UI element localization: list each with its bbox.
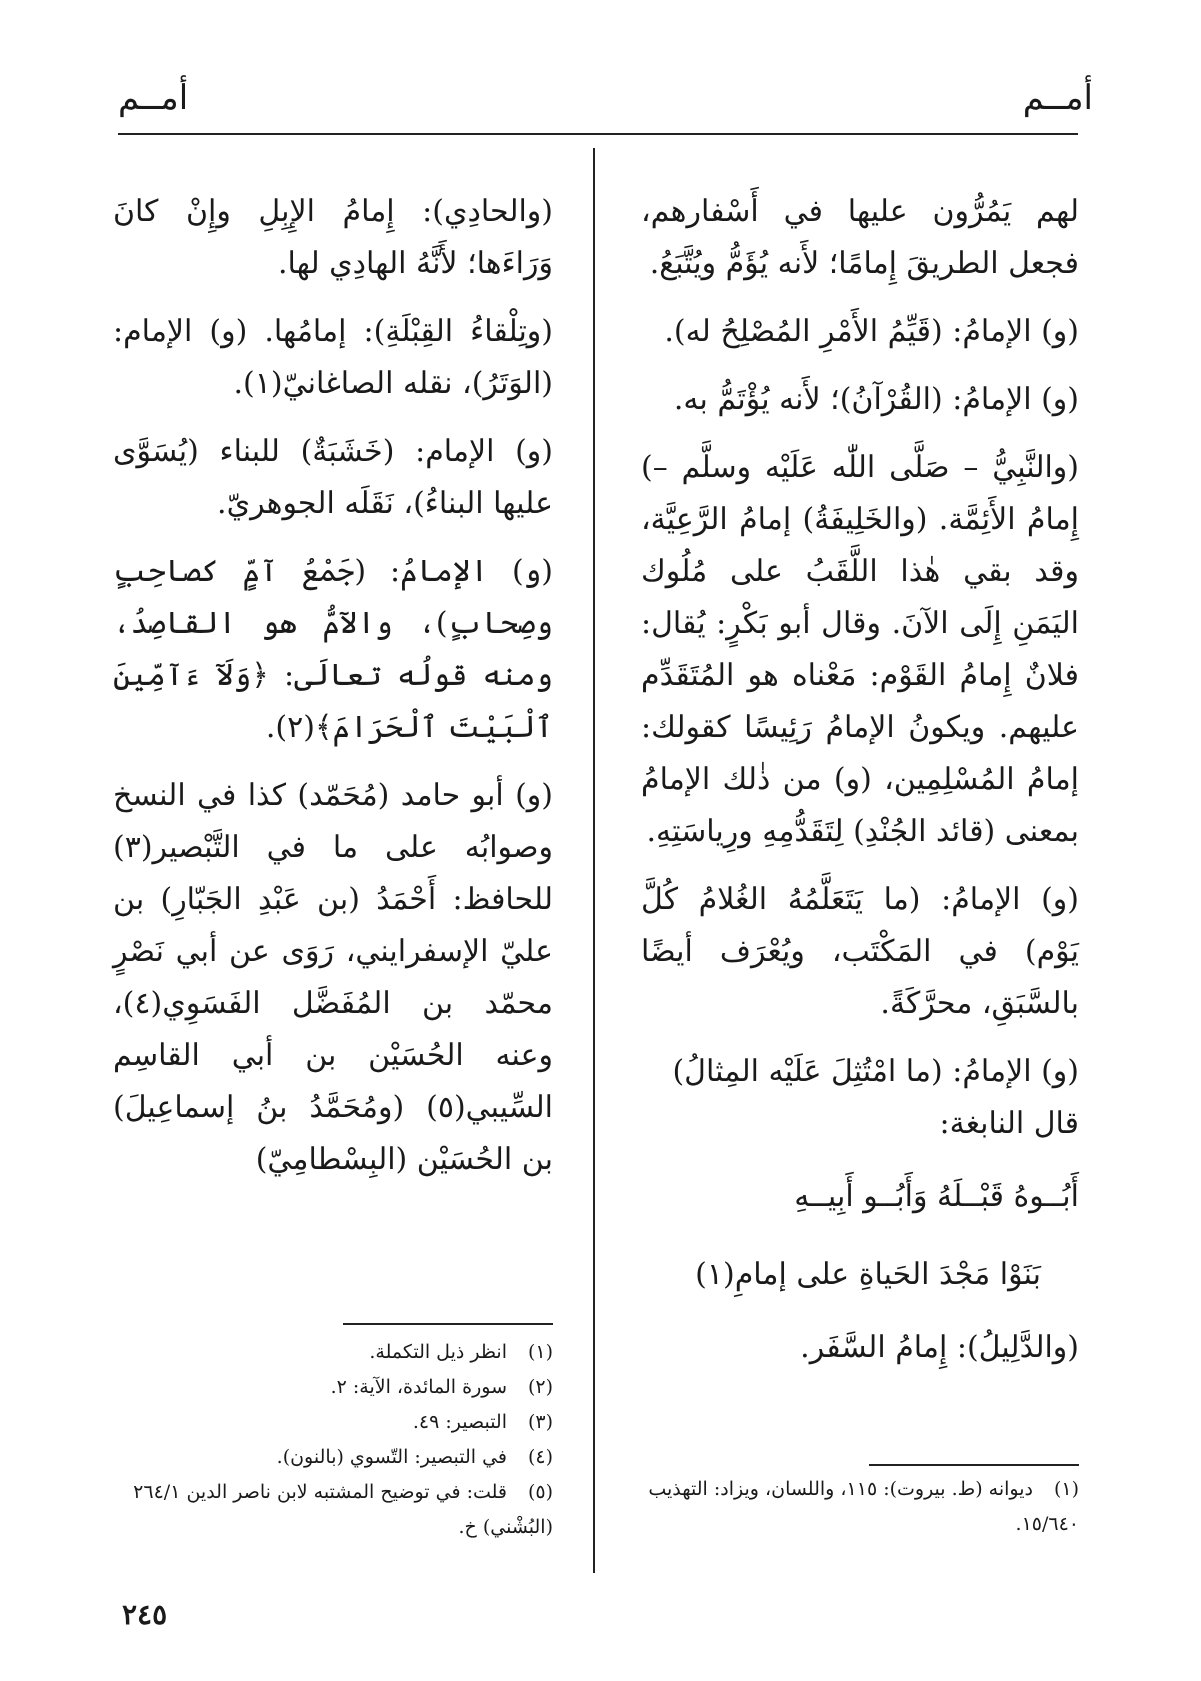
column-divider: [593, 148, 595, 1573]
footnote-number: (١): [1053, 1478, 1079, 1500]
left-column: [113, 186, 553, 1202]
footnote-text: انظر ذيل التكملة.: [369, 1341, 507, 1363]
footnote: [113, 1335, 553, 1370]
paragraph: (و) الإمامُ: (القُرْآنُ)؛ لأَنه يُؤْتَمُّ به.: [673, 382, 1079, 417]
right-column: [641, 186, 1079, 1390]
verse-line: أَبُــوهُ قَبْــلَهُ وَأَبُــو أَبِيــهِ: [794, 1179, 1079, 1214]
running-header-left: أمــم: [118, 78, 189, 118]
footnotes-left: [113, 1335, 553, 1545]
paragraph: (و) أبو حامد (مُحَمّد) كذا في النسخ وصوابُه على ما في التَّبْصير(٣) للحافظ: أَحْمَدُ (بن عَبْدِ الجَبّارِ) بن عليّ الإسفرايني، رَوَى عن أبي نَصْرٍ محمّد بن المُفَضَّل الفَسَوِي(٤)، وعنه الحُسَيْن بن أبي القاسِم السِّيبي(٥) (ومُحَمَّدُ بنُ إسماعِيلَ) بن الحُسَيْن (البِسْطامِيّ): [113, 778, 553, 1177]
footnote-rule: [869, 1464, 1079, 1466]
footnote-text: في التبصير: التّسوي (بالنون).: [276, 1446, 507, 1468]
footnote: [113, 1405, 553, 1440]
paragraph: (و) الإمامُ: (ما يَتَعَلَّمُهُ الغُلامُ كُلَّ يَوْم) في المَكْتَب، ويُعْرَف أيضًا بالسَّبَقِ، محرَّكَةً.: [641, 882, 1079, 1021]
footnote-text: سورة المائدة، الآية: ٢.: [330, 1376, 507, 1398]
paragraph: (و) الإمامُ: (قَيِّمُ الأَمْرِ المُصْلِحُ له).: [664, 314, 1079, 349]
running-header-right: أمــم: [1022, 78, 1093, 118]
footnote: [113, 1440, 553, 1475]
verse-intro: قال النابغة:: [939, 1106, 1079, 1141]
verse-line: بَنَوْا مَجْدَ الحَياةِ على إمامِ(١): [695, 1257, 1041, 1292]
paragraph: (و) الإمام: (خَشَبَةٌ) للبناء (يُسَوَّى عليها البناءُ)، نَقَلَه الجوهريّ.: [113, 434, 553, 521]
footnote-text: التبصير: ٤٩.: [412, 1411, 507, 1433]
footnote: [641, 1472, 1079, 1542]
footnote-rule: [343, 1323, 553, 1325]
footnote-number: (٥): [527, 1481, 553, 1503]
footnotes-right: [641, 1472, 1079, 1542]
footnote-text: ديوانه (ط. بيروت): ١١٥، واللسان، ويزاد: التهذيب ١٥/٦٤٠.: [648, 1478, 1079, 1535]
footnote-number: (١): [527, 1341, 553, 1363]
paragraph: (والحادِي): إِمامُ الإِبِلِ وإِنْ كانَ وَرَاءَها؛ لأَنَّهُ الهادِي لها.: [113, 194, 553, 281]
paragraph: (والنَّبِيُّ – صَلَّى اللّٰه عَلَيْه وسلَّم –) إِمامُ الأَئِمَّة. (والخَلِيفَةُ) إمامُ الرَّعِيَّة، وقد بقي هٰذا اللَّقَبُ على مُلُوك اليَمَنِ إِلَى الآنَ. وقال أبو بَكْرٍ: يُقال: فلانٌ إِمامُ القَوْم: مَعْناه هو المُتَقَدِّم عليهم. ويكونُ الإمامُ رَئِيسًا كقولك: إمامُ المُسْلِمِين، (و) من ذٰلك الإمامُ بمعنى (قائد الجُنْدِ) لِتَقَدُّمِهِ ورِياسَتِهِ.: [641, 450, 1079, 849]
paragraph: (والدَّلِيلُ): إِمامُ السَّفَر.: [800, 1330, 1079, 1365]
paragraph: لهم يَمُرُّون عليها في أَسْفارهم، فجعل الطريقَ إِمامًا؛ لأَنه يُؤَمُّ ويُتَّبَعُ.: [641, 194, 1079, 281]
footnote-text: قلت: في توضيح المشتبه لابن ناصر الدين ٢٦٤/١ (البُشْني) خ.: [133, 1481, 553, 1538]
footnote: [113, 1475, 553, 1545]
footnote-number: (٣): [527, 1411, 553, 1433]
paragraph: (وتِلْقاءُ القِبْلَةِ): إمامُها. (و) الإمام: (الوَتَرُ)، نقله الصاغانيّ(١).: [113, 314, 553, 401]
footnote-number: (٢): [527, 1376, 553, 1398]
paragraph: (و) الإمامُ: (جَمْعُ آمٍّ كصاحِبٍ وصِحابٍ)، والآمُّ هو القاصِدُ، ومنه قولُه تعالَى: ﴿وَلَآ ءَآمِّينَ ٱلْبَيْتَ ٱلْحَرَامَ﴾(٢).: [113, 554, 553, 745]
footnote-number: (٤): [527, 1446, 553, 1468]
header-rule: [118, 133, 1078, 135]
page-number: ٢٤٥: [122, 1598, 168, 1631]
paragraph: (و) الإمامُ: (ما امْتُثِلَ عَلَيْه المِثالُ): [672, 1054, 1079, 1089]
footnote: [113, 1370, 553, 1405]
